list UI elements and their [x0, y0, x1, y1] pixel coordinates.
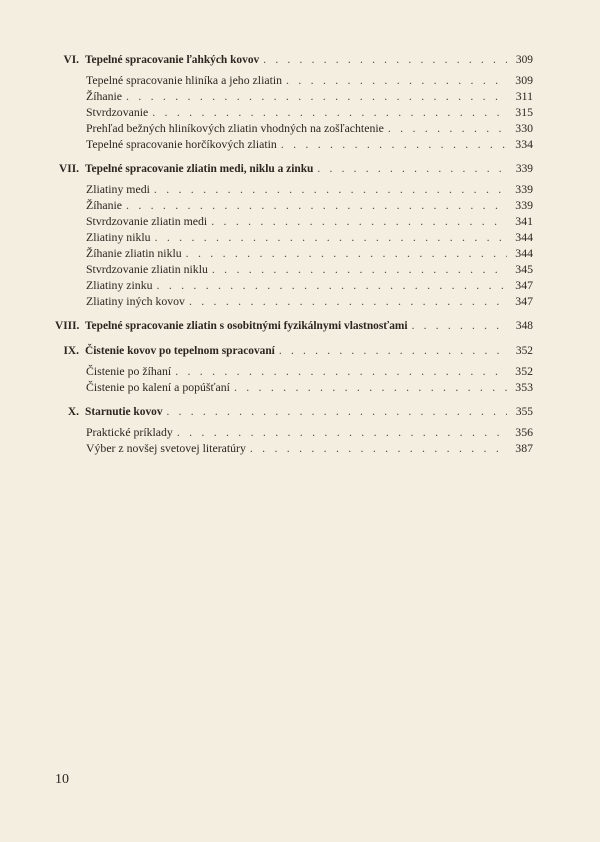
toc-item: [55, 136, 533, 152]
page-number: 352: [515, 345, 533, 357]
toc-chapter: [55, 318, 533, 334]
item-title: Žíhanie: [86, 89, 123, 103]
page-number: 355: [515, 406, 533, 418]
leader-dots: [412, 318, 507, 334]
leader-dots: [157, 277, 507, 293]
leader-dots: [186, 245, 507, 261]
toc-item: [55, 440, 533, 456]
chapter-title: Tepelné spracovanie zliatin medi, niklu a zinku: [85, 163, 314, 175]
page-number: 356: [515, 425, 533, 439]
item-title: Tepelné spracovanie horčíkových zliatin: [86, 137, 277, 151]
leader-dots: [388, 120, 507, 136]
item-title: Zliatiny zinku: [86, 278, 153, 292]
item-title: Výber z novšej svetovej literatúry: [86, 441, 246, 455]
item-title: Čistenie po kalení a popúšťaní: [86, 380, 230, 394]
toc-item: [55, 197, 533, 213]
chapter-number: X.: [67, 406, 79, 418]
page-number: 341: [515, 214, 533, 228]
page-number: 387: [515, 441, 533, 455]
item-title: Praktické príklady: [86, 425, 173, 439]
toc-item: [55, 379, 533, 395]
chapter-number: IX.: [63, 345, 79, 357]
leader-dots: [155, 229, 507, 245]
leader-dots: [152, 104, 507, 120]
item-title: Stvrdzovanie zliatin niklu: [86, 262, 208, 276]
page-number: 348: [515, 320, 533, 332]
leader-dots: [317, 161, 507, 177]
toc-item: [55, 88, 533, 104]
leader-dots: [279, 343, 507, 359]
item-title: Čistenie po žíhaní: [86, 364, 172, 378]
toc-item: [55, 277, 533, 293]
page-number: 339: [515, 163, 533, 175]
item-title: Prehľad bežných hliníkových zliatin vhodných na zošľachtenie: [86, 121, 384, 135]
chapter-title: Čistenie kovov po tepelnom spracovaní: [85, 345, 275, 357]
item-title: Tepelné spracovanie hliníka a jeho zliatin: [86, 73, 283, 87]
leader-dots: [263, 52, 507, 68]
toc-item: [55, 72, 533, 88]
chapter-title: Starnutie kovov: [85, 406, 163, 418]
page-number: 347: [515, 294, 533, 308]
item-title: Zliatiny iných kovov: [86, 294, 185, 308]
page-number: 334: [515, 137, 533, 151]
toc-item: [55, 293, 533, 309]
chapter-title: Tepelné spracovanie ľahkých kovov: [85, 54, 260, 66]
leader-dots: [212, 261, 507, 277]
page-number: 345: [515, 262, 533, 276]
toc-item: [55, 261, 533, 277]
item-title: Stvrdzovanie zliatin medi: [86, 214, 208, 228]
leader-dots: [250, 440, 507, 456]
toc-chapter: [55, 343, 533, 359]
leader-dots: [126, 88, 507, 104]
page-number: 315: [515, 105, 533, 119]
chapter-number: VI.: [63, 54, 79, 66]
toc-item: [55, 181, 533, 197]
leader-dots: [211, 213, 507, 229]
leader-dots: [234, 379, 507, 395]
toc-item: [55, 229, 533, 245]
page-number: 309: [515, 54, 533, 66]
leader-dots: [126, 197, 507, 213]
toc-item: [55, 424, 533, 440]
page-number: 309: [515, 73, 533, 87]
chapter-title: Tepelné spracovanie zliatin s osobitnými fyzikálnymi vlastnosťami: [85, 320, 408, 332]
leader-dots: [167, 404, 507, 420]
page-number: 339: [515, 182, 533, 196]
leader-dots: [286, 72, 507, 88]
page-number: 353: [515, 380, 533, 394]
toc-item: [55, 120, 533, 136]
toc-chapter: [55, 404, 533, 420]
toc-chapter: [55, 161, 533, 177]
item-title: Zliatiny medi: [86, 182, 150, 196]
footer-page-number: 10: [55, 772, 69, 787]
page-number: 352: [515, 364, 533, 378]
item-title: Zliatiny niklu: [86, 230, 151, 244]
leader-dots: [154, 181, 507, 197]
toc-item: [55, 104, 533, 120]
chapter-number: VIII.: [55, 320, 80, 332]
chapter-number: VII.: [59, 163, 79, 175]
page-number: 344: [515, 230, 533, 244]
page-number: 347: [515, 278, 533, 292]
toc-item: [55, 245, 533, 261]
item-title: Žíhanie: [86, 198, 123, 212]
leader-dots: [175, 363, 507, 379]
toc-item: [55, 213, 533, 229]
leader-dots: [177, 424, 507, 440]
item-title: Žíhanie zliatin niklu: [86, 246, 182, 260]
page-number: 330: [515, 121, 533, 135]
toc-item: [55, 363, 533, 379]
item-title: Stvrdzovanie: [86, 105, 149, 119]
table-of-contents: [55, 52, 533, 456]
page-number: 339: [515, 198, 533, 212]
page-number: 344: [515, 246, 533, 260]
leader-dots: [189, 293, 507, 309]
toc-chapter: [55, 52, 533, 68]
leader-dots: [281, 136, 507, 152]
page-number: 311: [515, 89, 533, 103]
